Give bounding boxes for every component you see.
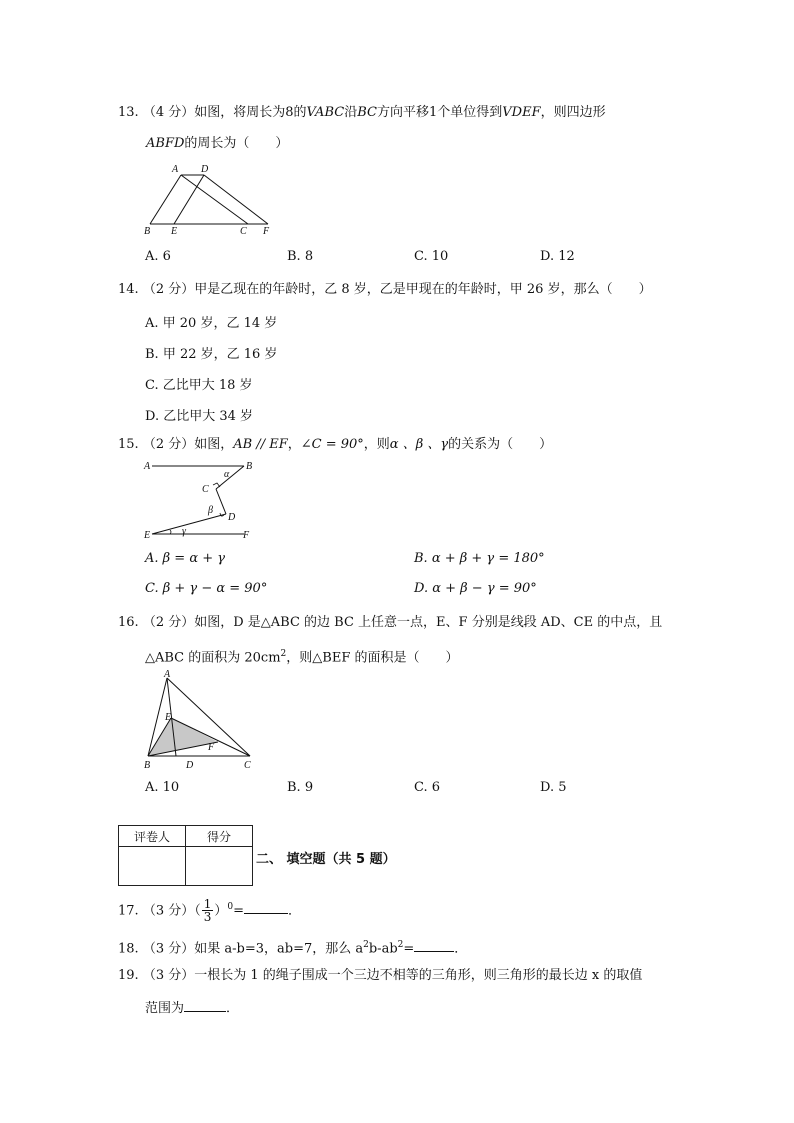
q18-number: 18. [118, 941, 139, 957]
q17-score: （3 分）（ [142, 903, 201, 919]
q18-line [118, 936, 467, 958]
q16-label-c: C [244, 760, 251, 771]
q15-option-b[interactable]: B. α + β + γ = 180° [414, 551, 545, 566]
q15-label-gamma: γ [182, 526, 186, 537]
q15-option-a[interactable]: A. β = α + γ [145, 551, 226, 566]
q15-text-3: 的关系为（ ） [448, 437, 553, 452]
q13-option-a[interactable]: A. 6 [145, 249, 171, 264]
q13-option-b[interactable]: B. 8 [287, 249, 314, 264]
q15-label-d: D [228, 512, 236, 523]
q14-option-b[interactable]: B. 甲 22 岁，乙 16 岁 [145, 347, 278, 362]
q15-label-beta: β [208, 505, 213, 516]
q15-greek: α 、β 、γ [389, 437, 449, 452]
q19-line1 [118, 967, 642, 985]
q14-text: （2 分）甲是乙现在的年龄时，乙 8 岁，乙是甲现在的年龄时，甲 26 岁，那么（ ） [142, 282, 652, 297]
q14-option-a[interactable]: A. 甲 20 岁，乙 14 岁 [145, 316, 278, 331]
q16-line2 [145, 645, 458, 667]
q17-line [118, 893, 301, 925]
score-header: 得分 [186, 826, 253, 847]
q16-label-b: B [144, 760, 151, 771]
q15-option-d[interactable]: D. α + β − γ = 90° [414, 581, 537, 596]
q16-option-c[interactable]: C. 6 [414, 780, 441, 795]
q17-close: ） [214, 903, 228, 919]
q13-quad: ABFD [146, 136, 185, 151]
q16-figure [140, 670, 260, 772]
q15-parallel: AB // EF [233, 437, 288, 452]
q13-label-b: B [144, 226, 151, 236]
grader-header: 评卷人 [119, 826, 186, 847]
q13-text-4: 方向平移 [376, 105, 429, 120]
q13-side-bc: BC [357, 105, 377, 120]
q17-end: ． [288, 903, 302, 919]
q13-label-f: F [263, 226, 270, 236]
score-table [118, 825, 253, 886]
score-cell[interactable] [186, 847, 253, 886]
q13-text-5: 个单位得到 [437, 105, 503, 120]
q19-text-2: 范围为 [145, 1001, 185, 1016]
q15-figure [140, 458, 280, 542]
q13-line2 [146, 135, 288, 153]
q18-answer-blank[interactable] [414, 939, 454, 952]
q16-superscript: 2 [280, 649, 287, 659]
q16-text-1: （2 分）如图，D 是△ABC 的边 BC 上任意一点，E、F 分别是线段 AD、CE 的中点，且 [142, 615, 663, 630]
q15-score: （2 分）如图， [142, 437, 234, 452]
q18-text-1: （3 分）如果 a-b=3，ab=7，那么 a [142, 941, 364, 957]
q15-number: 15. [118, 437, 139, 452]
q17-eq: = [233, 903, 245, 919]
q16-text-3: ，则△BEF 的面积是（ ） [286, 650, 459, 666]
q13-text-3: 沿 [344, 105, 358, 120]
q13-label-e: E [171, 226, 178, 236]
q13-text: 如图，将周长为 [194, 105, 286, 120]
q16-number: 16. [118, 615, 139, 630]
q15-line1 [118, 436, 552, 454]
q13-option-c[interactable]: C. 10 [414, 249, 449, 264]
q13-text-7: 的周长为（ ） [184, 136, 289, 151]
q17-denominator: 3 [203, 910, 212, 925]
q16-option-a[interactable]: A. 10 [145, 780, 180, 795]
q15-right-angle: ∠C = 90° [300, 437, 364, 452]
q13-option-d[interactable]: D. 12 [540, 249, 575, 264]
q16-line1 [118, 614, 662, 632]
q13-figure [140, 160, 280, 236]
q15-label-f: F [243, 530, 250, 541]
q15-label-c: C [202, 484, 209, 495]
q17-number: 17. [118, 903, 139, 919]
q13-score: （4 分） [142, 105, 195, 120]
grader-cell[interactable] [119, 847, 186, 886]
q15-text-2: ，则 [363, 437, 390, 452]
q15-label-a: A [144, 461, 151, 472]
q16-text-2: △ABC 的面积为 20cm [145, 650, 281, 666]
q15-label-e: E [144, 530, 151, 541]
q13-label-c: C [240, 226, 247, 236]
q13-perimeter: 8 [285, 105, 294, 120]
q14-line1 [118, 281, 652, 299]
q16-label-a: A [164, 670, 171, 680]
section-title: 二、 填空题（共 5 题） [256, 852, 396, 867]
q13-label-a: A [172, 164, 179, 175]
q15-label-b: B [246, 461, 253, 472]
q16-label-e: E [165, 712, 172, 723]
q14-number: 14. [118, 282, 139, 297]
q13-label-d: D [201, 164, 209, 175]
q19-answer-blank[interactable] [184, 999, 226, 1012]
q16-label-f: F [208, 742, 215, 753]
q13-triangle-def: VDEF [502, 105, 541, 120]
q19-end: ． [226, 1001, 240, 1016]
q13-number: 13. [118, 105, 139, 120]
q18-text-3: = [403, 941, 415, 957]
q17-fraction [202, 898, 214, 923]
q15-sep: ， [287, 437, 301, 452]
q18-sup-2: 2 [397, 940, 404, 950]
q19-number: 19. [118, 968, 139, 983]
q15-label-alpha: α [224, 469, 230, 480]
q13-text-2: 的 [293, 105, 307, 120]
q13-line1 [118, 104, 606, 122]
q16-label-d: D [186, 760, 194, 771]
q18-end: ． [454, 941, 468, 957]
q15-option-c[interactable]: C. β + γ − α = 90° [145, 581, 268, 596]
q19-line2 [145, 999, 239, 1018]
q16-option-d[interactable]: D. 5 [540, 780, 567, 795]
q16-option-b[interactable]: B. 9 [287, 780, 314, 795]
q13-text-6: ，则四边形 [540, 105, 606, 120]
q17-exponent: 0 [227, 902, 234, 912]
q17-answer-blank[interactable] [244, 901, 288, 914]
q14-option-c[interactable]: C. 乙比甲大 18 岁 [145, 378, 253, 393]
q14-option-d[interactable]: D. 乙比甲大 34 岁 [145, 409, 254, 424]
q18-sup-1: 2 [363, 940, 369, 950]
q19-text-1: （3 分）一根长为 1 的绳子围成一个三边不相等的三角形，则三角形的最长边 x 的取值 [142, 968, 643, 983]
q18-text-2: b-ab [368, 941, 398, 957]
q13-shift: 1 [428, 105, 438, 120]
q13-triangle-abc: VABC [306, 105, 345, 120]
q17-numerator: 1 [203, 897, 212, 912]
